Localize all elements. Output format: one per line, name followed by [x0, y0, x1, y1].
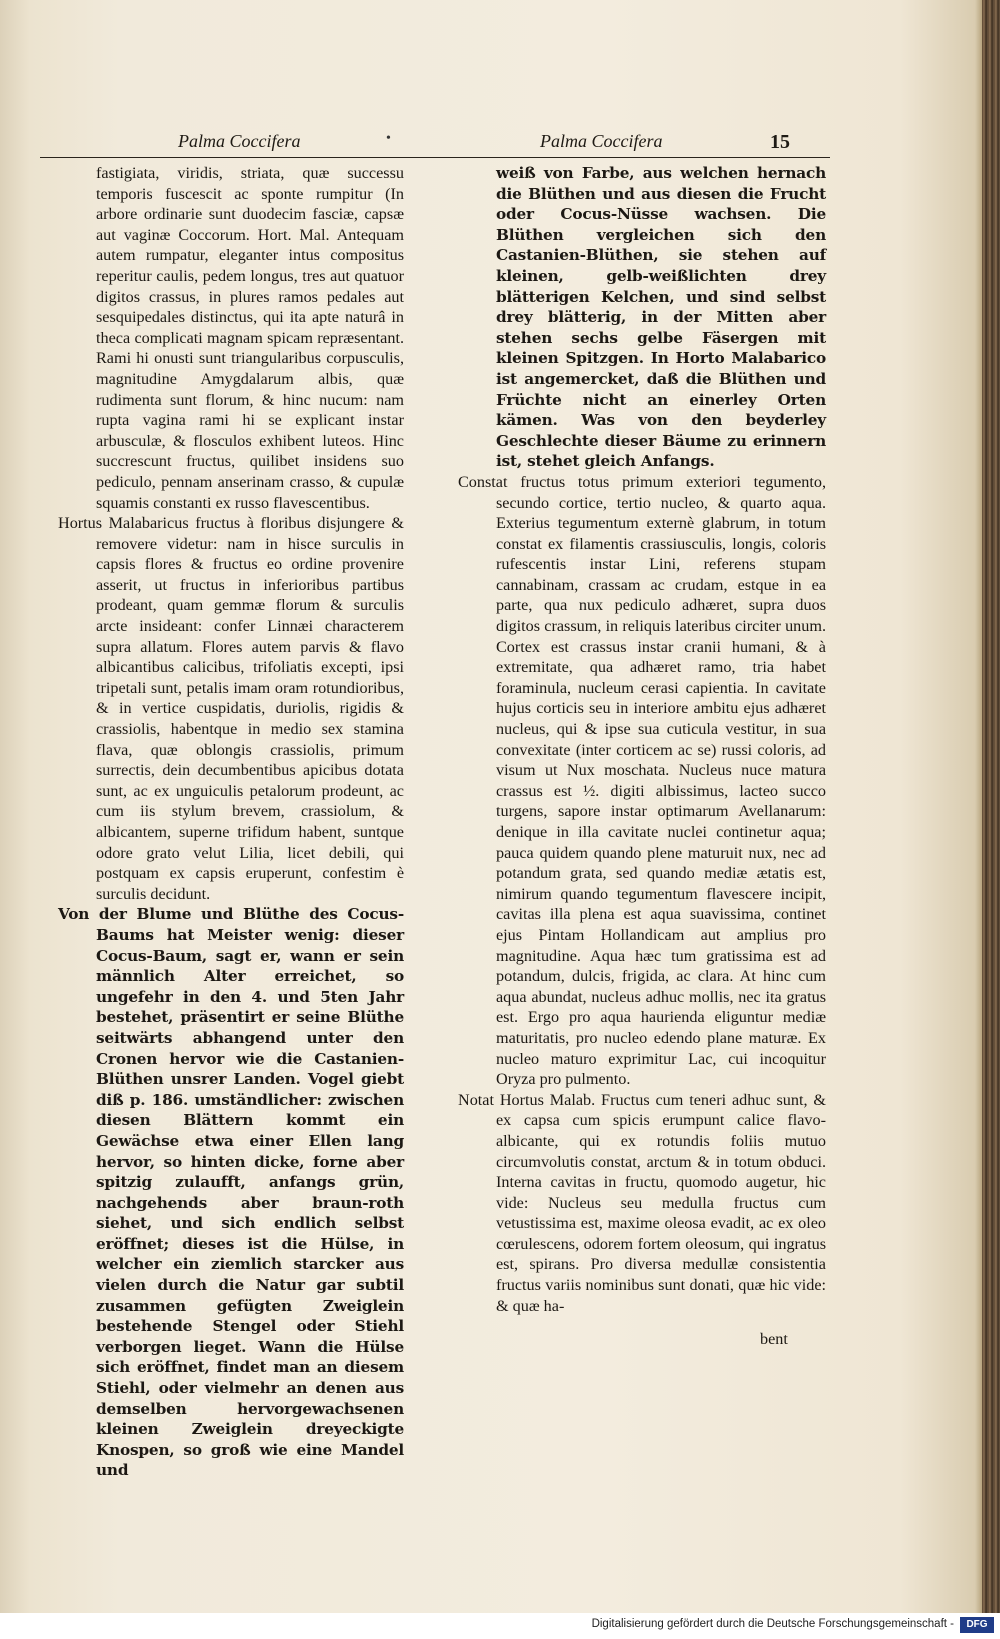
right-paragraph-3: Notat Hortus Malab. Fructus cum teneri adhuc sunt, & ex capsa cum spicis erumpunt calice flavo-albicante, qui ex rotundis foliis mutuo circumvolutis constat, arctum & in totum obduci. Interna cavitas in fructu, quomodo augetur, hic vide: Nucleus seu medulla fructus cum vetustissima est, maxime oleosa evadit, ac ex oleo cœrulescens, odorem fortem oleosum, qui ingratus est, spirans. Pro diversa medullæ consistentia fructus variis nominibus sunt donati, quæ hic vide: & quæ ha-	[458, 1090, 826, 1315]
footer-credit: Digitalisierung gefördert durch die Deutsche Forschungsgemeinschaft -	[591, 1618, 954, 1630]
digitization-footer	[0, 1613, 1000, 1639]
page-number: 15	[770, 131, 790, 153]
header-left-title: Palma Coccifera	[178, 131, 301, 151]
header-right-title: Palma Coccifera	[540, 131, 663, 151]
left-paragraph-2: Hortus Malabaricus fructus à floribus disjungere & removere videtur: nam in hisce surculis in capsis flores & fructus eo ordine provenire asserit, ut fructus in inferioribus partibus prodeant, quam gemmæ florum & surculis arcte insideant: confer Linnæi characterem supra allatum. Flores autem parvis & flavo albicantibus calicibus, trifoliatis excepti, ipsi tripetali sunt, petalis imam oram rotundioribus, & in vertice cuspidatis, duriolis, rigidis & crassiolis, habentque in medio sex stamina flava, quæ oblongis crassiolis, primum surrectis, dein decumbentibus apicibus dotata sunt, ac ex unguiculis petalorum prodeunt, ac cum iis stylum brevem, crassiolum, & albicantem, superne trifidum habent, suntque odore grato velut Lilia, licet debili, qui postquam ex capsis eruperunt, confestim è surculis decidunt.	[58, 514, 404, 903]
right-paragraph-1: weiß von Farbe, aus welchen hernach die Blüthen und aus diesen die Frucht oder Cocus-Nüsse wachsen. Die Blüthen vergleichen sich den Castanien-Blüthen, sie stehen auf kleinen, gelb-weißlichten drey blätterigen Kelchen, und sind selbst drey blätterig, in der Mitten aber stehen sechs gelbe Fäsergen mit kleinen Spitzgen. In Horto Malabarico ist angemercket, daß die Blüthen und Früchte nicht an einerley Orten kämen. Was von den beyderley Geschlechte dieser Bäume zu erinnern ist, stehet gleich Anfangs.	[496, 164, 826, 471]
left-paragraph-3: Von der Blume und Blüthe des Cocus-Baums hat Meister wenig: dieser Cocus-Baum, sagt er, wann er sein männlich Alter erreichet, so ungefehr in den 4. und 5ten Jahr bestehet, präsentirt er seine Blüthe seitwärts abhangend unter den Cronen hervor wie die Castanien-Blüthen unsrer Landen. Vogel giebt diß p. 186. umständlicher: zwischen diesen Blättern kommt ein Gewächse etwa einer Ellen lang hervor, so hinten dicke, forne aber spitzig zulaufft, anfangs grün, nachgehends aber braun-roth siehet, und sich endlich selbst eröffnet; dieses ist die Hülse, in welcher ein ziemlich starcker aus vielen durch die Natur gar subtil zusammen gefügten Zweiglein bestehende Stengel oder Stiehl verborgen lieget. Wann die Hülse sich eröffnet, findet man an diesem Stiehl, oder vielmehr an denen aus demselben hervorgewachsenen kleinen Zweiglein dreyeckigte Knospen, so groß wie eine Mandel und	[58, 905, 404, 1480]
dfg-logo-icon: DFG	[960, 1617, 994, 1633]
left-column	[58, 163, 404, 1481]
header-rule	[40, 157, 830, 158]
page-edge	[982, 0, 1000, 1639]
header-ornament: •	[386, 131, 391, 146]
catchword: bent	[760, 1330, 788, 1348]
right-paragraph-2: Constat fructus totus primum exteriori tegumento, secundo cortice, tertio nucleo, & quarto aqua. Exterius tegumentum externè glabrum, in totum constat ex filamentis crassiusculis, longis, coloris rufescentis instar Lini, referens stupam cannabinam, crassam ac crudam, estque in ea parte, qua nux pediculo adhæret, supra duos digitos crassum, in reliquis lateribus circiter unum. Cortex est crassus instar cranii humani, & à extremitate, qua adhæret ramo, tria habet foraminula, nucleum cerasi capientia. In cavitate hujus corticis seu in interiore ambitu ejus adhæret nucleus, qui & ipse sua cuticula vestitur, in sua convexitate (inter corticem ac se) russi coloris, ad visum ut Nux moschata. Nucleus nuce matura crassus est ½. digiti albissimus, lacteo succo turgens, sapore instar optimarum Avellanarum: denique in illa cavitate nuclei continetur aqua; pauca quidem quando plene maturuit nux, nec ad potandum grata, sed quando mediæ ætatis est, nimirum quando tegumentum flavescere incipit, cavitas illa plena est aqua suavissima, continet ejus Pintam Hollandicam aut amplius pro magnitudine. Aqua hæc tum gratissima est ad potandum, dulcis, frigida, ac clara. At hinc cum aqua abundat, nucleus adhuc mollis, nec ita gratus est. Ergo pro aqua haurienda eliguntur mediæ maturitatis, pro nucleo edendo plane maturæ. Ex nucleo maturo exprimitur Lac, cui incoquitur Oryza pro pulmento.	[458, 472, 826, 1089]
left-paragraph-1: fastigiata, viridis, striata, quæ successu temporis fuscescit ac sponte rumpitur (In arbore ordinarie sunt duodecim fasciæ, capsæ aut vaginæ Coccorum. Hort. Mal. Antequam autem rumpatur, eleganter intus compositus reperitur caulis, pedem longus, tres aut quatuor digitos crassus, in plures ramos pedales aut sesquipedales distinctus, qui ita apte naturâ in theca complicati magnam spicam repræsentant. Rami hi onusti sunt triangularibus corpusculis, magnitudine Amygdalarum albis, quæ rudimenta sunt florum, & hinc nucum: nam rupta vagina rami hi se explicant instar arbusculæ, & flosculos exhibent luteos. Hinc succrescunt fructus, quilibet insidens suo pediculo, pennam anserinam crasso, & cupulæ squamis constanti ex russo flavescentibus.	[96, 164, 404, 512]
right-column	[458, 163, 826, 1316]
